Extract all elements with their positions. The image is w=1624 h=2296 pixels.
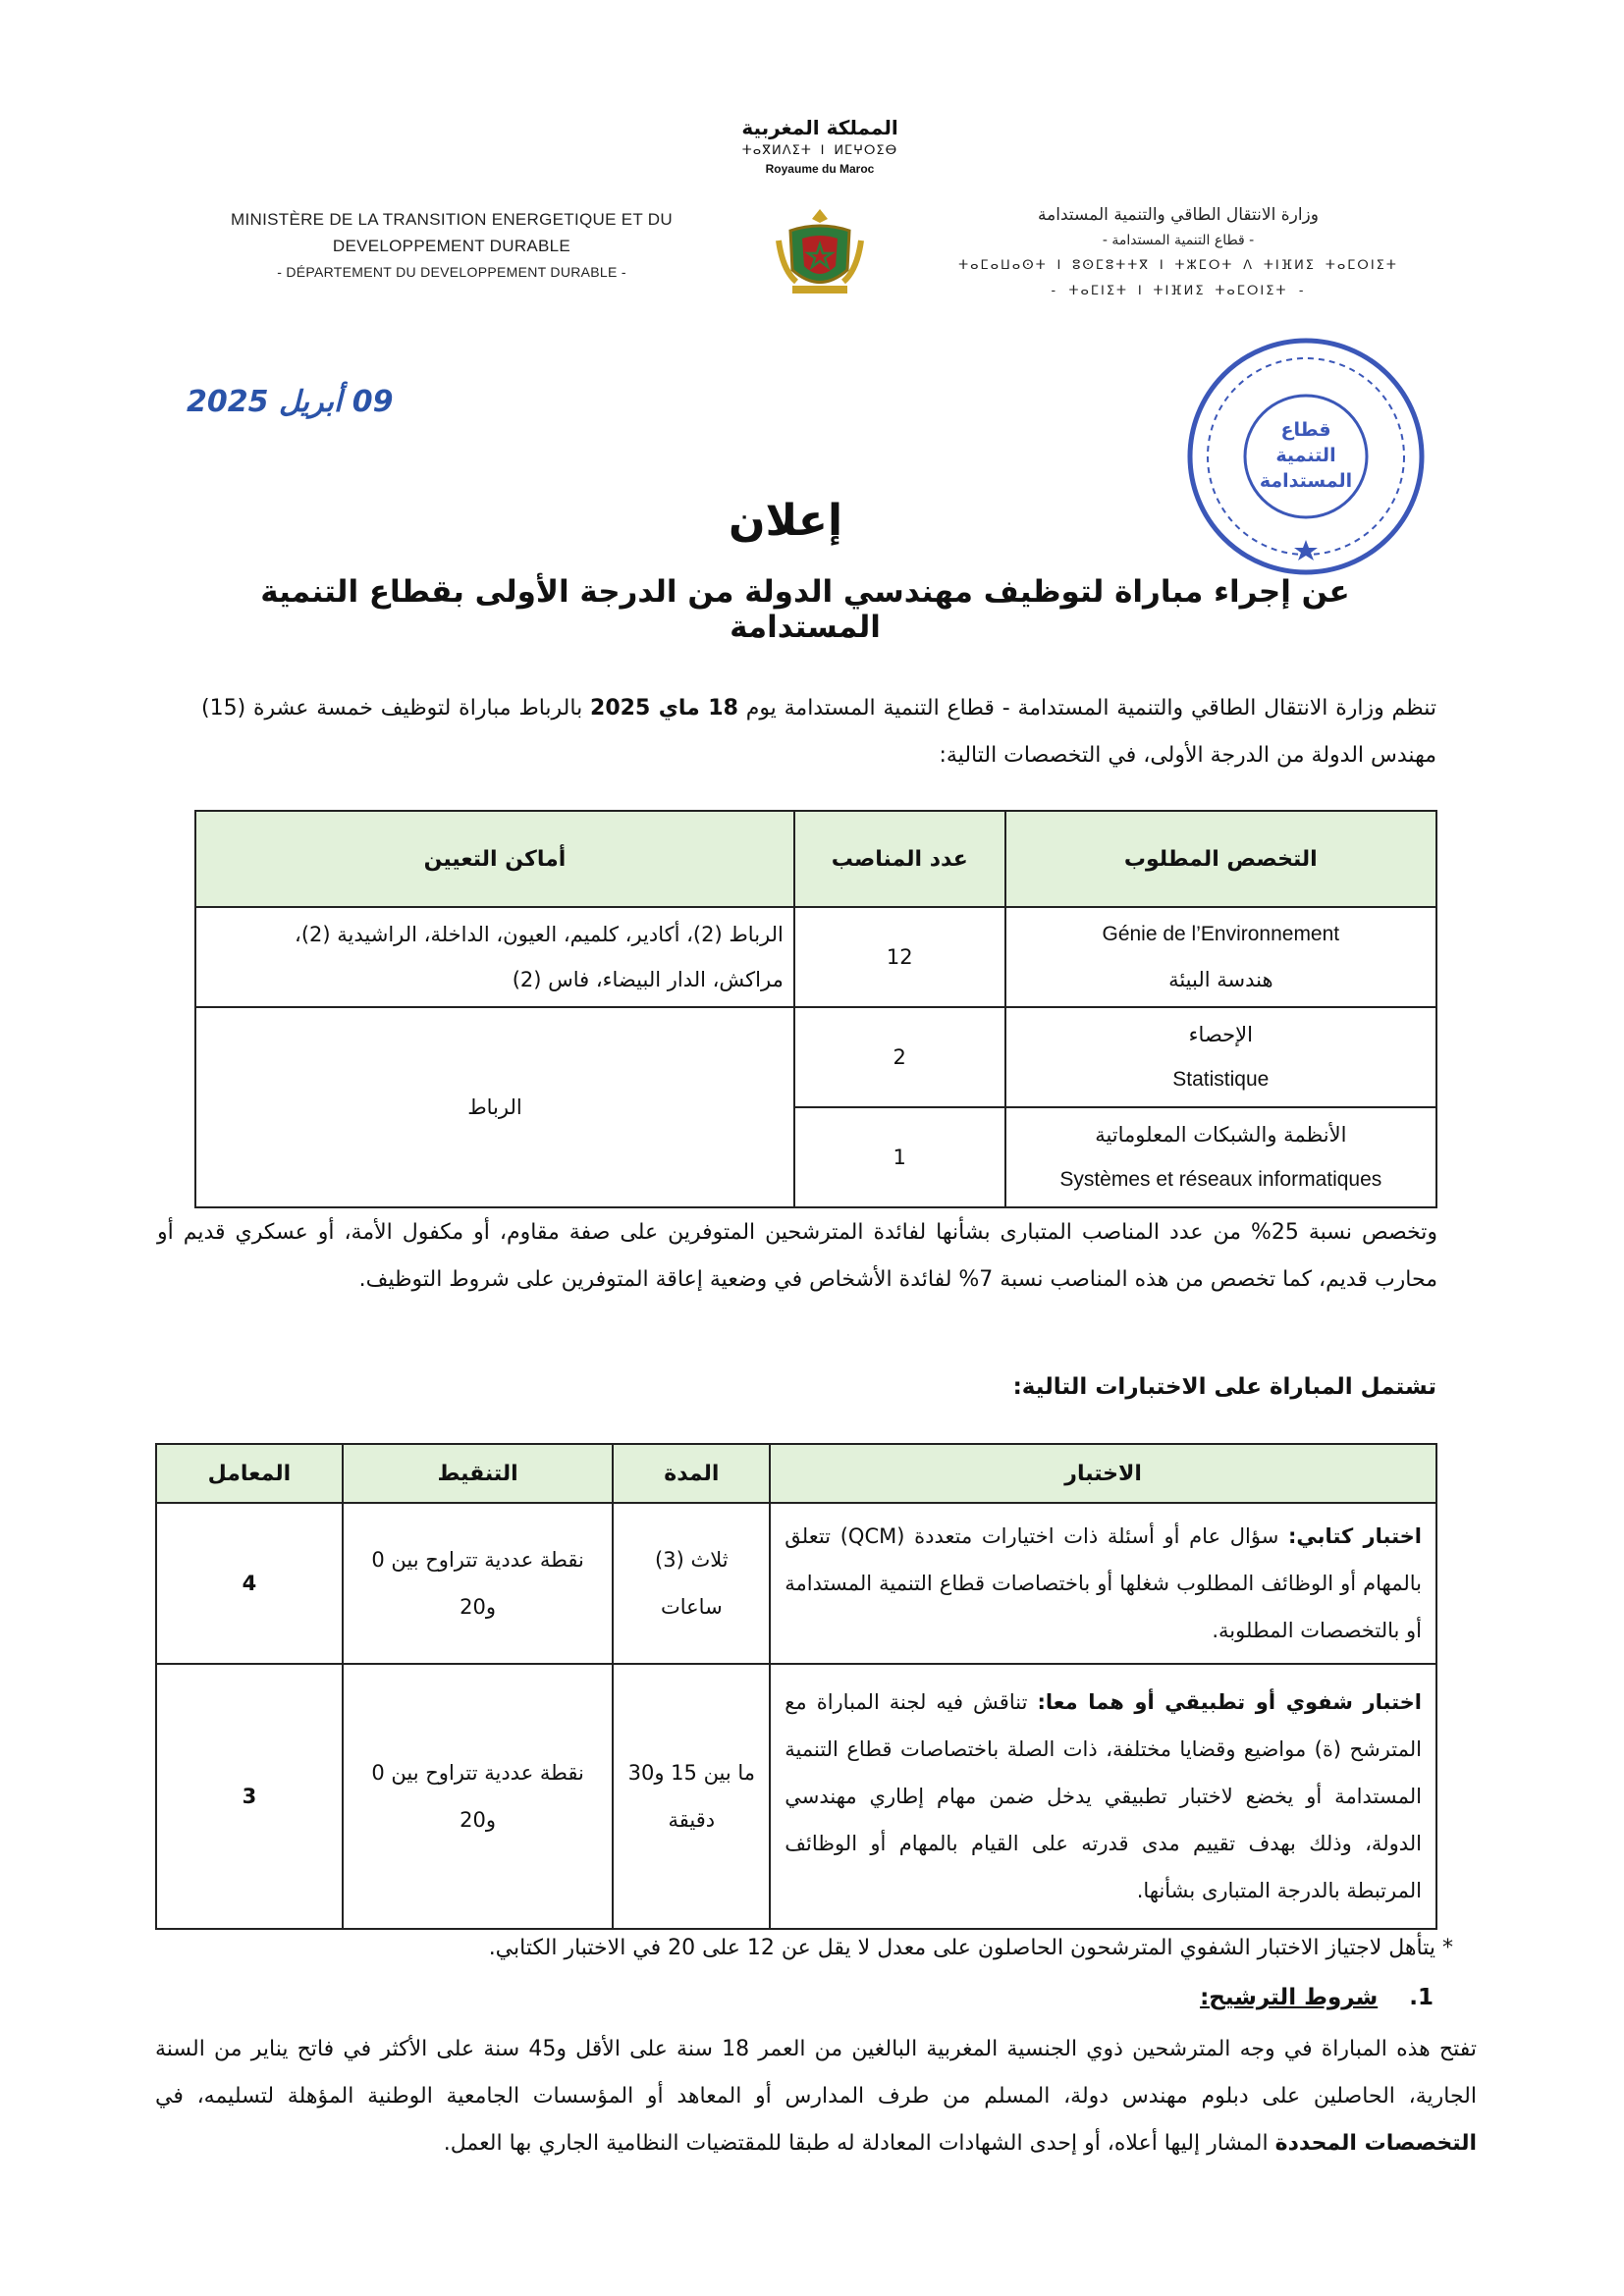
places-line1: الرباط (2)، أكادير، كلميم، العيون، الداخلة، الراشيدية (2)، <box>295 923 784 946</box>
specialty-cell <box>1005 1007 1436 1107</box>
ministry-name-tifinagh: ⵜⴰⵎⴰⵡⴰⵙⵜ ⵏ ⵓⵙⵎⵓⵜⵜⴳ ⵏ ⵜⵣⵎⵔⵜ ⴷ ⵜⵏⴼⵍⵉ ⵜⴰⵎⵔⵏⵉⵜ <box>958 258 1398 273</box>
header-specialty: التخصص المطلوب <box>1005 811 1436 907</box>
stamp-line3: المستدامة <box>1259 470 1353 492</box>
duration-cell: ما بين 15 و30 دقيقة <box>613 1664 770 1929</box>
header-duration: المدة <box>613 1444 770 1503</box>
intro-paragraph <box>201 685 1436 779</box>
stamp-line1: قطاع <box>1280 419 1331 441</box>
kingdom-ar: المملكة المغربية <box>741 116 898 139</box>
test-text: سؤال عام أو أسئلة ذات اختيارات متعددة (QCM) تتعلق بالمهام أو الوظائف المطلوب شغلها أو باختصاصات قطاع التنمية المستدامة أو بالتخصصات المطلوبة. <box>785 1524 1422 1642</box>
conditions-text-c: المشار إليها أعلاه، أو إحدى الشهادات المعادلة له طبقا للمقتضيات النظامية الجاري بها العمل. <box>443 2131 1275 2156</box>
conditions-text-a: تفتح هذه المباراة في وجه المترشحين ذوي الجنسية المغربية البالغين من العمر 18 سنة على الأقل و45 سنة على الأكثر في فاتح يناير من السنة الجارية، الحاصلين على دبلوم مهندس دولة، المسلم من طرف المدارس أو المعاهد أو المؤسسات الجامعية الوطنية المؤهلة لتسليمه، في <box>155 2037 1477 2109</box>
header-french <box>196 206 707 286</box>
specialty-fr: Systèmes et réseaux informatiques <box>1059 1168 1382 1191</box>
exam-date: 18 ماي 2025 <box>590 696 738 721</box>
specialty-ar: الإحصاء <box>1188 1023 1253 1046</box>
test-description <box>770 1503 1436 1664</box>
department-name-fr: - DÉPARTEMENT DU DEVELOPPEMENT DURABLE - <box>277 264 626 280</box>
header-grading: التنقيط <box>343 1444 614 1503</box>
count-cell: 12 <box>794 907 1005 1007</box>
grading-cell: نقطة عددية تتراوح بين 0 و20 <box>343 1503 614 1664</box>
specialty-fr: Statistique <box>1172 1068 1270 1091</box>
table-header-row <box>195 811 1436 907</box>
table-row <box>195 907 1436 1007</box>
positions-table <box>194 810 1437 1208</box>
section-title: شروط الترشيح: <box>1200 1985 1379 2010</box>
header-arabic <box>923 202 1434 304</box>
duration-cell: ثلاث (3) ساعات <box>613 1503 770 1664</box>
specialty-ar: الأنظمة والشبكات المعلوماتية <box>1095 1123 1347 1147</box>
table-header-row <box>156 1444 1436 1503</box>
ministry-name-fr-line2: DEVELOPPEMENT DURABLE <box>332 237 571 255</box>
places-cell <box>195 907 794 1007</box>
kingdom-tifinagh: ⵜⴰⴳⵍⴷⵉⵜ ⵏ ⵍⵎⵖⵔⵉⴱ <box>741 143 898 158</box>
announcement-title: إعلان <box>728 496 843 546</box>
coefficient-cell: 3 <box>156 1664 343 1929</box>
specialty-fr: Génie de l’Environnement <box>1102 923 1340 945</box>
table-row <box>195 1007 1436 1107</box>
specialty-cell <box>1005 907 1436 1007</box>
intro-text-c: بالرباط مباراة لتوظيف خمسة عشرة (15) مهندس الدولة من الدرجة الأولى، في التخصصات التالية: <box>201 696 1436 768</box>
specialty-ar: هندسة البيئة <box>1168 968 1273 991</box>
specialty-cell <box>1005 1107 1436 1207</box>
header-count: عدد المناصب <box>794 811 1005 907</box>
places-line2: مراكش، الدار البيضاء، فاس (2) <box>512 968 784 991</box>
official-stamp <box>1183 334 1429 579</box>
header-places: أماكن التعيين <box>195 811 794 907</box>
test-label: اختبار كتابي: <box>1288 1524 1423 1548</box>
ministry-name-ar: وزارة الانتقال الطاقي والتنمية المستدامة <box>1038 205 1319 225</box>
test-text: تناقش فيه لجنة المباراة مع المترشح (ة) مواضيع وقضايا مختلفة، ذات الصلة باختصاصات قطاع التنمية المستدامة أو يخضع لاختبار تطبيقي يدخل ضمن مهام إطاري مهندسي الدولة، وذلك بهدف تقييم مدى قدرته على القيام بالمهام أو الوظائف المرتبطة بالدرجة المتبارى بشأنها. <box>785 1690 1422 1902</box>
coefficient-cell: 4 <box>156 1503 343 1664</box>
test-description <box>770 1664 1436 1929</box>
test-label: اختبار شفوي أو تطبيقي أو هما معا: <box>1037 1690 1423 1714</box>
quota-paragraph: وتخصص نسبة 25% من عدد المناصب المتبارى بشأنها لفائدة المترشحين المتوفرين على صفة مقاوم، أو مكفول الأمة، أو عسكري قديم أو محارب قديم، كما تخصص من هذه المناصب نسبة 7% لفائدة الأشخاص في وضعية إعاقة المتوفرين على شروط التوظيف. <box>157 1220 1437 1292</box>
document-date: 09 أبريل 2025 <box>187 385 394 419</box>
section-heading <box>884 1985 1434 2010</box>
kingdom-fr: Royaume du Maroc <box>765 162 875 176</box>
ministry-name-fr-line1: MINISTÈRE DE LA TRANSITION ENERGETIQUE ET DU <box>231 210 673 229</box>
intro-text-a: تنظم وزارة الانتقال الطاقي والتنمية المستدامة - قطاع التنمية المستدامة يوم <box>737 696 1436 721</box>
tests-heading: تشتمل المباراة على الاختبارات التالية: <box>1012 1374 1436 1400</box>
count-cell: 1 <box>794 1107 1005 1207</box>
header-test: الاختبار <box>770 1444 1436 1503</box>
kingdom-label <box>707 116 933 176</box>
header-coefficient: المعامل <box>156 1444 343 1503</box>
grading-cell: نقطة عددية تتراوح بين 0 و20 <box>343 1664 614 1929</box>
table-row <box>156 1503 1436 1664</box>
department-name-tifinagh: - ⵜⴰⵎⵏⵉⵜ ⵏ ⵜⵏⴼⵍⵉ ⵜⴰⵎⵔⵏⵉⵜ - <box>1049 284 1308 298</box>
count-cell: 2 <box>794 1007 1005 1107</box>
table-row <box>156 1664 1436 1929</box>
coat-of-arms-icon <box>771 201 869 299</box>
announcement-subtitle: عن إجراء مباراة لتوظيف مهندسي الدولة من الدرجة الأولى بقطاع التنمية المستدامة <box>260 574 1350 645</box>
section-number: 1. <box>1409 1985 1434 2010</box>
places-cell: الرباط <box>195 1007 794 1207</box>
conditions-emphasis: التخصصات المحددة <box>1274 2131 1477 2156</box>
tests-table <box>155 1443 1437 1930</box>
oral-exam-note: * يتأهل لاجتياز الاختبار الشفوي المترشحون الحاصلون على معدل لا يقل عن 12 على 20 في الاختبار الكتابي. <box>488 1936 1453 1960</box>
conditions-paragraph <box>155 2026 1477 2167</box>
department-name-ar: - قطاع التنمية المستدامة - <box>1102 233 1255 248</box>
stamp-line2: التنمية <box>1275 445 1336 466</box>
